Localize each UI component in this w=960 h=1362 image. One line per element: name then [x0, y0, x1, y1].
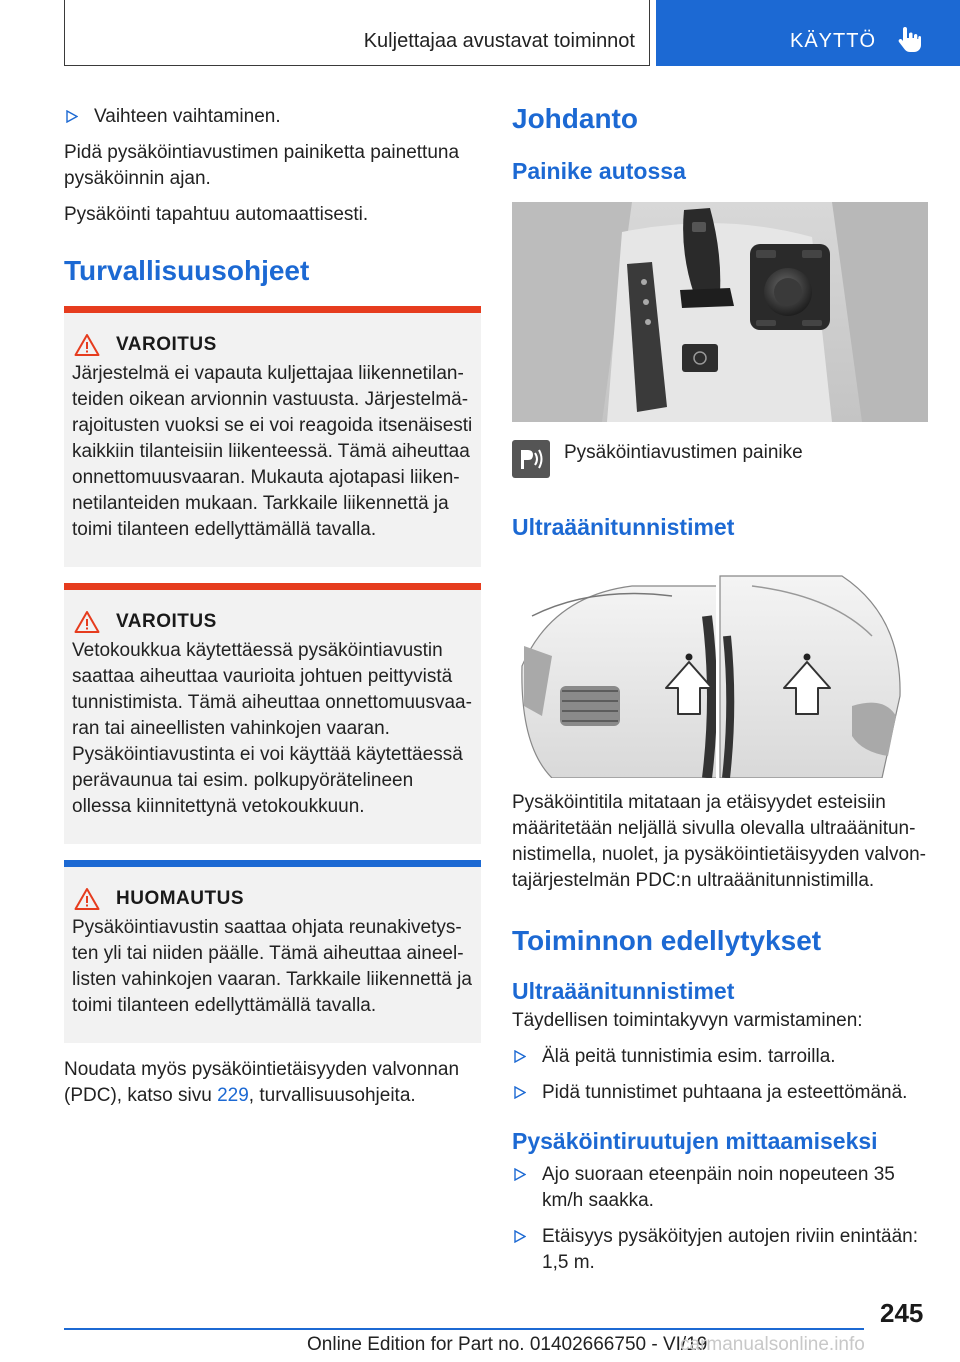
- warning-header: [74, 610, 473, 634]
- paragraph-pdc-reference: [64, 1057, 481, 1109]
- pdc-text-before: Noudata myös pysäköintietäisyyden valvonnan (PDC), katso sivu: [64, 1059, 460, 1106]
- sensors-paragraph: Pysäköintitila mitataan ja etäisyydet esteisiin määritetään neljällä sivulla olevalla ultraäänitunnistimella, nuolet, ja pysäköintietäisyyden valvontajärjestelmän PDC:n ultraäänitunnistimilla.: [512, 792, 926, 891]
- triangle-bullet-icon: [66, 110, 78, 123]
- footer-watermark: carmanualsonline.info: [680, 1334, 865, 1355]
- list-item: [64, 104, 481, 130]
- header-section-box: [64, 0, 650, 66]
- button-caption: Pysäköintiavustimen painike: [564, 442, 803, 463]
- warning-header: [74, 333, 473, 357]
- paragraph: Pidä pysäköintiavustimen painiketta painettuna pysäköinnin ajan.: [64, 142, 460, 189]
- bullet-text: Vaihteen vaihtaminen.: [94, 106, 281, 127]
- subheading-measure: Pysäköintiruutujen mittaamiseksi: [512, 1128, 878, 1154]
- bullet-text: Älä peitä tunnistimia esim. tarroilla.: [542, 1046, 836, 1067]
- page-link-229[interactable]: 229: [217, 1085, 249, 1106]
- requirements-intro: Täydellisen toimintakyvyn varmistaminen:: [512, 1010, 863, 1031]
- warning-box: [64, 306, 481, 567]
- hand-pointer-icon: [894, 24, 924, 54]
- list-item: [512, 1044, 928, 1070]
- triangle-bullet-icon: [514, 1086, 526, 1099]
- notice-triangle-icon: [74, 887, 100, 911]
- parking-assistant-button-icon: [512, 440, 550, 478]
- bullet-text: Ajo suoraan eteenpäin noin nopeuteen 35 km/h saakka.: [542, 1164, 895, 1211]
- notice-box: [64, 860, 481, 1043]
- footer-divider: [64, 1328, 864, 1330]
- triangle-bullet-icon: [514, 1168, 526, 1181]
- header-chapter-label: KÄYTTÖ: [790, 30, 877, 52]
- list-item: [512, 1162, 928, 1214]
- section-heading-intro: Johdanto: [512, 103, 638, 134]
- warning-triangle-icon: [74, 610, 100, 634]
- notice-label: HUOMAUTUS: [116, 888, 244, 909]
- bullet-text: Pidä tunnistimet puhtaana ja esteettömänä.: [542, 1082, 908, 1103]
- warning-triangle-icon: [74, 333, 100, 357]
- triangle-bullet-icon: [514, 1050, 526, 1063]
- list-item: [512, 1224, 928, 1276]
- header-chapter-tab[interactable]: [656, 0, 960, 66]
- subheading-sensors: Ultraäänitunnistimet: [512, 514, 735, 540]
- bumper-sensors-illustration: [512, 556, 904, 778]
- right-column: [512, 96, 928, 1276]
- center-console-photo: [512, 202, 928, 422]
- paragraph: Pysäköinti tapahtuu automaattisesti.: [64, 204, 369, 225]
- list-item: [512, 1080, 928, 1106]
- pdc-text-after: , turvallisuusohjeita.: [248, 1085, 416, 1106]
- warning-label: VAROITUS: [116, 334, 217, 355]
- notice-header: [74, 887, 473, 911]
- warning-label: VAROITUS: [116, 611, 217, 632]
- section-heading-safety: Turvallisuusohjeet: [64, 255, 310, 286]
- warning-box: [64, 583, 481, 844]
- button-caption-row: [512, 440, 928, 478]
- bullet-text: Etäisyys pysäköityjen autojen riviin enintään: 1,5 m.: [542, 1226, 918, 1273]
- warning-text: Järjestelmä ei vapauta kuljettajaa liikennetilanteiden oikean arvionnin vastuusta. Järjestelmärajoitusten vuoksi se ei voi reagoida itsenäisesti kaikkiin tilanteisiin liikenteessä. Tämä aiheuttaa onnettomuusvaaran. Mukauta ajotapasi liikennetilanteiden mukaan. Tarkkaile liikennettä ja toimi tilanteen edellyttämällä tavalla.: [72, 363, 473, 540]
- notice-text: Pysäköintiavustin saattaa ohjata reunakivetysten yli tai niiden päälle. Tämä aiheuttaa aineellisten vahinkojen vaaran. Tarkkaile liikennettä ja toimi tilanteen edellyttämällä tavalla.: [72, 917, 472, 1016]
- header-section-title: Kuljettajaa avustavat toiminnot: [363, 30, 635, 52]
- left-column: [64, 96, 481, 1109]
- section-heading-requirements: Toiminnon edellytykset: [512, 925, 822, 956]
- page-number: 245: [880, 1298, 924, 1328]
- subheading-button: Painike autossa: [512, 158, 686, 184]
- parking-p-wave-icon: [512, 440, 550, 478]
- warning-text: Vetokoukkua käytettäessä pysäköintiavustin saattaa aiheuttaa vaurioita johtuen peittyvistä tunnistimista. Tämä aiheuttaa onnettomuusvaaran tai aineellisten vahinkojen vaaran. Pysäköintiavustinta ei voi käyttää käytettäessä perävaunua tai esim. polkupyörätelineen ollessa kiinnitettynä vetokoukkuun.: [72, 640, 472, 817]
- subheading-sensors-2: Ultraäänitunnistimet: [512, 978, 735, 1004]
- footer-edition: Online Edition for Part no. 01402666750 - VI/19: [307, 1334, 708, 1355]
- triangle-bullet-icon: [514, 1230, 526, 1243]
